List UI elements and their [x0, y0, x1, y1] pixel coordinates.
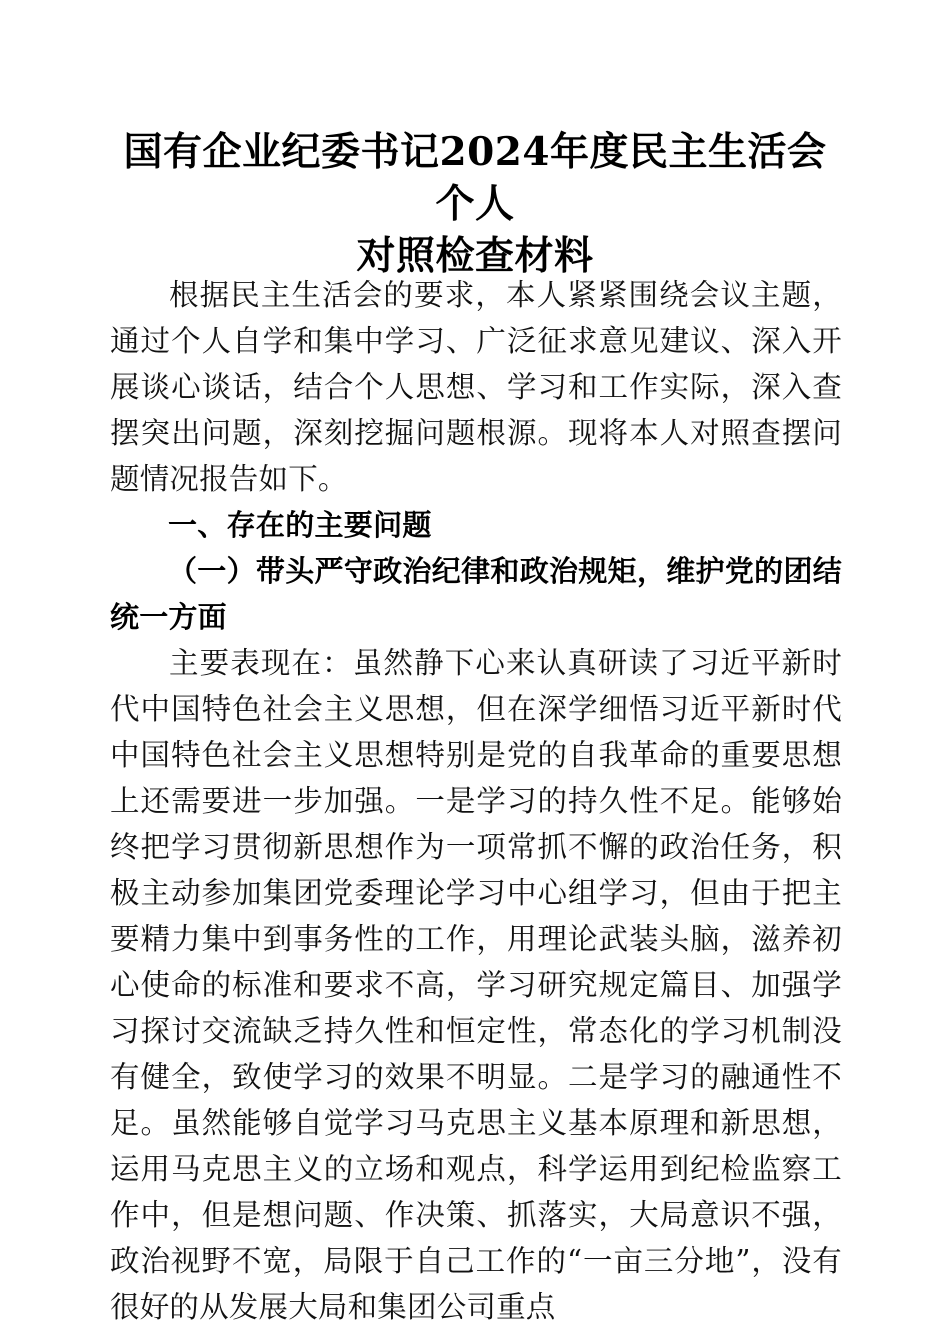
page-title: [110, 126, 840, 282]
subsection-heading-1-1: （一）带头严守政治纪律和政治规矩，维护党的团结统一方面: [110, 554, 842, 634]
body-paragraph-1: 主要表现在：虽然静下心来认真研读了习近平新时代中国特色社会主义思想，但在深学细悟习近平新时代中国特色社会主义思想特别是党的自我革命的重要思想上还需要进一步加强。一是学习的持久性不足。能够始终把学习贯彻新思想作为一项常抓不懈的政治任务，积极主动参加集团党委理论学习中心组学习，但由于把主要精力集中到事务性的工作，用理论武装头脑，滋养初心使命的标准和要求不高，学习研究规定篇目、加强学习探讨交流缺乏持久性和恒定性，常态化的学习机制没有健全，致使学习的效果不明显。二是学习的融通性不足。虽然能够自觉学习马克思主义基本原理和新思想，运用马克思主义的立场和观点，科学运用到纪检监察工作中，但是想问题、作决策、抓落实，大局意识不强，政治视野不宽，局限于自己工作的“一亩三分地”，没有很好的从发展大局和集团公司重点: [110, 646, 842, 1324]
document-body: [110, 272, 842, 1330]
page-title-line-2: 对照检查材料: [356, 233, 594, 279]
intro-paragraph: 根据民主生活会的要求，本人紧紧围绕会议主题，通过个人自学和集中学习、广泛征求意见建议、深入开展谈心谈话，结合个人思想、学习和工作实际，深入查摆突出问题，深刻挖掘问题根源。现将本人对照查摆问题情况报告如下。: [110, 278, 842, 496]
section-heading-1: 一、存在的主要问题: [168, 508, 432, 542]
page-title-line-1: 国有企业纪委书记2024年度民主生活会个人: [123, 129, 827, 227]
